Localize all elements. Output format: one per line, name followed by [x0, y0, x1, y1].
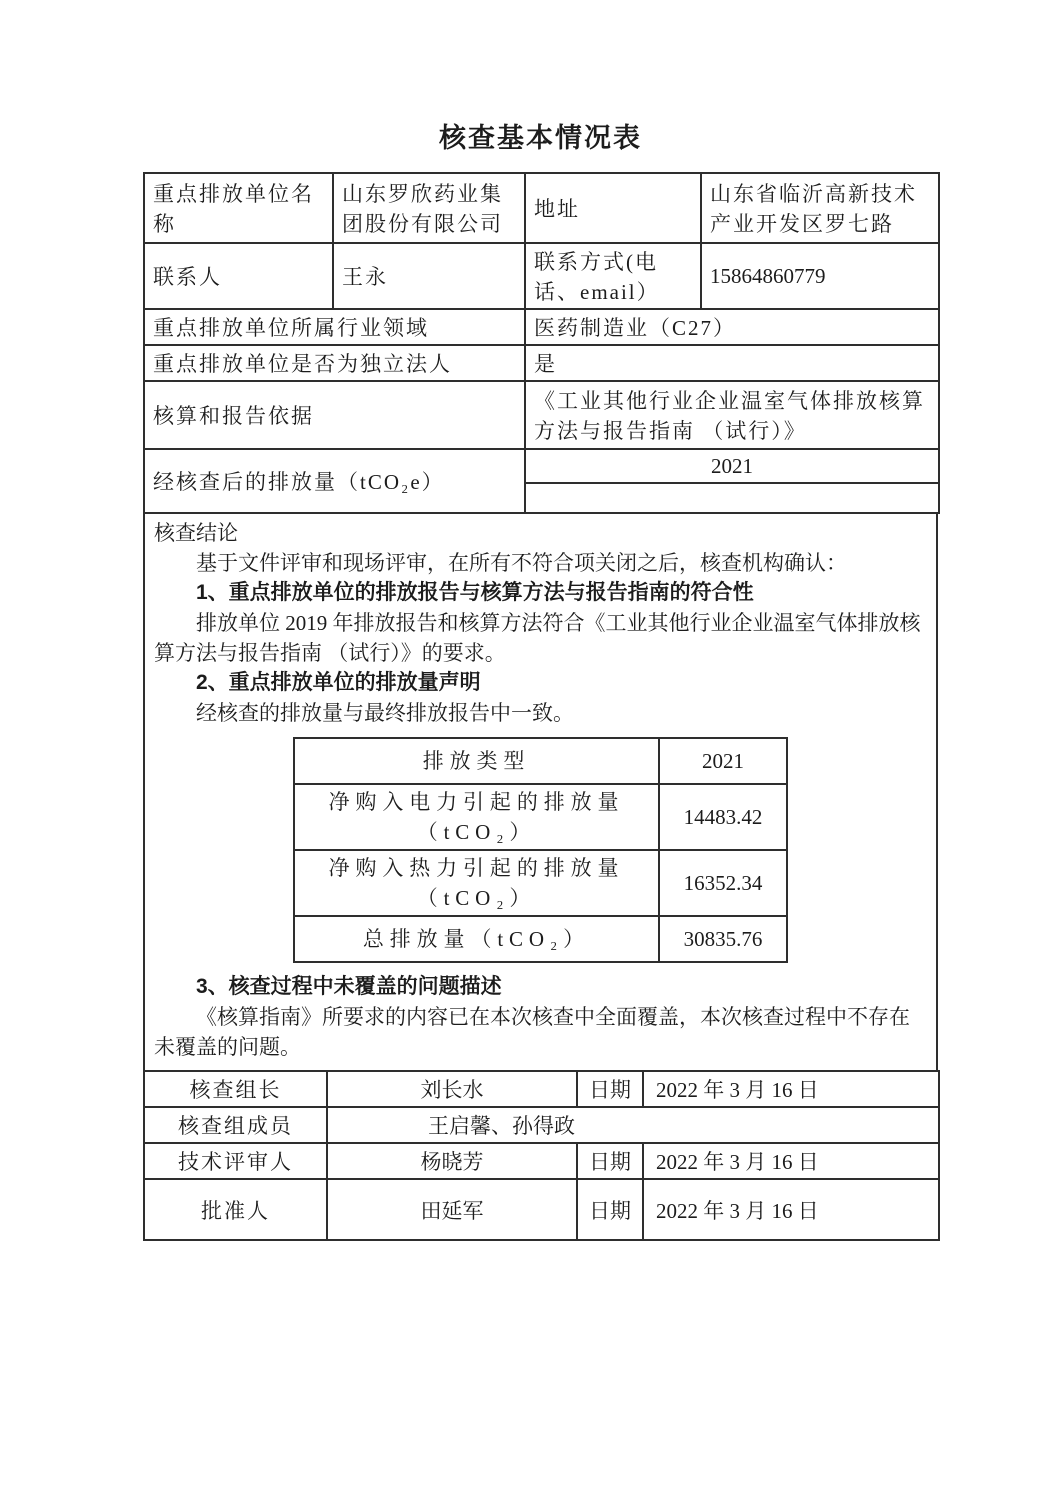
emissions-type-header: 排放类型	[294, 738, 659, 784]
industry-value: 医药制造业（C27）	[525, 309, 939, 345]
conclusion-intro: 基于文件评审和现场评审，在所有不符合项关闭之后，核查机构确认：	[196, 551, 847, 575]
table-row	[144, 309, 939, 345]
independent-legal-label: 重点排放单位是否为独立法人	[144, 345, 525, 381]
emissions-table	[293, 737, 788, 963]
conclusion-item2-body: 经核查的排放量与最终排放报告中一致。	[196, 701, 574, 725]
electricity-emissions-value: 14483.42	[659, 784, 787, 850]
basic-info-table	[143, 172, 940, 514]
conclusion-item2-title: 2、重点排放单位的排放量声明	[196, 671, 481, 694]
team-leader-date-label: 日期	[577, 1071, 643, 1107]
emissions-header-row	[294, 738, 787, 784]
verified-emissions-year: 2021	[526, 451, 938, 484]
signature-table	[143, 1070, 940, 1241]
approver-date: 2022 年 3 月 16 日	[643, 1179, 939, 1240]
table-row	[144, 1071, 939, 1107]
heat-emissions-value: 16352.34	[659, 850, 787, 916]
table-row	[144, 243, 939, 309]
team-members-role: 核查组成员	[144, 1107, 327, 1143]
verified-emissions-cell	[525, 449, 939, 513]
team-leader-role: 核查组长	[144, 1071, 327, 1107]
table-row	[294, 916, 787, 962]
unit-name-label: 重点排放单位名称	[144, 173, 333, 243]
team-leader-name: 刘长水	[327, 1071, 577, 1107]
table-row	[144, 1107, 939, 1143]
table-row	[144, 1143, 939, 1179]
conclusion-item1-body: 排放单位 2019 年排放报告和核算方法符合《工业其他行业企业温室气体排放核算方法与报告指南 （试行）》的要求。	[154, 611, 921, 665]
table-row	[144, 381, 939, 449]
total-emissions-value: 30835.76	[659, 916, 787, 962]
total-emissions-label: 总排放量（tCO₂）	[294, 916, 659, 962]
technical-reviewer-date: 2022 年 3 月 16 日	[643, 1143, 939, 1179]
address-value: 山东省临沂高新技术产业开发区罗七路	[701, 173, 939, 243]
verification-form	[143, 116, 938, 1241]
basis-label: 核算和报告依据	[144, 381, 525, 449]
table-row	[144, 345, 939, 381]
heat-emissions-label: 净购入热力引起的排放量（tCO₂）	[294, 850, 659, 916]
table-row	[144, 449, 939, 513]
contact-method-value: 15864860779	[701, 243, 939, 309]
team-members-names: 王启馨、孙得政	[327, 1107, 939, 1143]
table-row	[294, 850, 787, 916]
contact-label: 联系人	[144, 243, 333, 309]
conclusion-heading: 核查结论	[154, 521, 238, 545]
technical-reviewer-name: 杨晓芳	[327, 1143, 577, 1179]
conclusion-item3-body: 《核算指南》所要求的内容已在本次核查中全面覆盖，本次核查过程中不存在未覆盖的问题。	[154, 1005, 910, 1059]
approver-date-label: 日期	[577, 1179, 643, 1240]
conclusion-item3-title: 3、核查过程中未覆盖的问题描述	[196, 975, 502, 998]
page-title: 核查基本情况表	[439, 123, 642, 153]
basis-value: 《工业其他行业企业温室气体排放核算方法与报告指南 （试行）》	[525, 381, 939, 449]
conclusion-section	[143, 512, 938, 1072]
table-row	[294, 784, 787, 850]
emissions-year-header: 2021	[659, 738, 787, 784]
team-leader-date: 2022 年 3 月 16 日	[643, 1071, 939, 1107]
table-row	[144, 173, 939, 243]
industry-label: 重点排放单位所属行业领域	[144, 309, 525, 345]
verified-emissions-label: 经核查后的排放量（tCO₂e）	[144, 449, 525, 513]
independent-legal-value: 是	[525, 345, 939, 381]
contact-method-label: 联系方式(电话、email）	[525, 243, 701, 309]
verified-emissions-value	[526, 484, 938, 511]
contact-value: 王永	[333, 243, 525, 309]
technical-reviewer-role: 技术评审人	[144, 1143, 327, 1179]
approver-role: 批准人	[144, 1179, 327, 1240]
table-row	[144, 1179, 939, 1240]
unit-name-value: 山东罗欣药业集团股份有限公司	[333, 173, 525, 243]
approver-name: 田延军	[327, 1179, 577, 1240]
electricity-emissions-label: 净购入电力引起的排放量（tCO₂）	[294, 784, 659, 850]
conclusion-item1-title: 1、重点排放单位的排放报告与核算方法与报告指南的符合性	[196, 581, 754, 604]
technical-reviewer-date-label: 日期	[577, 1143, 643, 1179]
address-label: 地址	[525, 173, 701, 243]
